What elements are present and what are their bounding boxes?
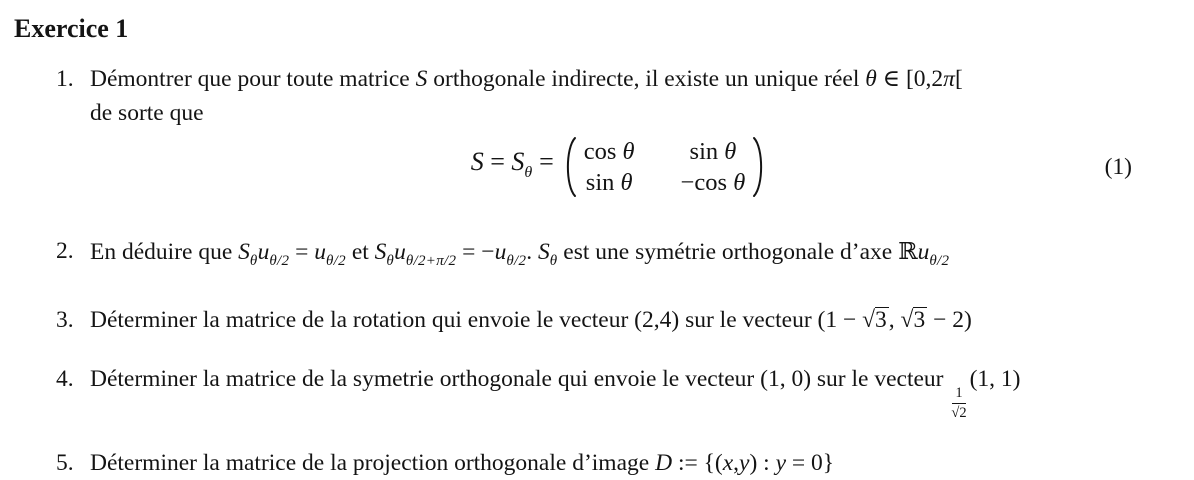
item-number: 2.	[56, 238, 74, 264]
item-text: Déterminer la matrice de la symetrie orthogonale qui envoie le vecteur (1, 0) sur le vecteur $\frac{1}{√2}$ (1, 1)	[90, 366, 1021, 421]
equation-number: (1)	[1104, 154, 1132, 180]
item-body	[90, 62, 1148, 209]
matrix-cell: sin θ	[585, 169, 633, 196]
item-text: Déterminer la matrice de la rotation qui envoie le vecteur (2,4) sur le vecteur (1 − √3, √3 − 2)	[90, 307, 972, 333]
matrix-left-paren-icon	[562, 136, 577, 198]
exercise-item-1	[14, 62, 1148, 209]
item-body	[90, 303, 1148, 337]
matrix-cell: sin θ	[689, 138, 737, 165]
item-text-continuation: de sorte que	[90, 100, 204, 126]
matrix-cell: −cos θ	[680, 169, 746, 196]
exercise-item-3	[14, 303, 1148, 337]
item-text: En déduire que $S_\theta u_{\theta/2} = u_{\theta/2}$ et $S_\theta u_{\theta/2+\pi/2} = -u_{\theta/2}$. $S_\theta$ est une symétrie orthogonale d’axe ℝu$_{\theta/2}$	[90, 237, 950, 269]
item-body	[90, 446, 1148, 480]
item-body	[90, 234, 1148, 278]
item-number: 3.	[56, 307, 74, 333]
equation-lhs: $S = S_\theta$ =	[470, 146, 554, 181]
exercise-item-2	[14, 234, 1148, 278]
item-number: 4.	[56, 366, 74, 392]
matrix	[584, 136, 746, 198]
item-text: Démontrer que pour toute matrice S orthogonale indirecte, il existe un unique réel θ ∈ [0,2π[	[90, 66, 963, 92]
matrix-cell: cos θ	[583, 138, 635, 165]
item-number: 5.	[56, 450, 74, 477]
exercise-item-5	[14, 446, 1148, 480]
exercise-title: Exercice 1	[14, 14, 129, 43]
item-text: Déterminer la matrice de la projection orthogonale d’image D := {(x,y) : y = 0}	[90, 450, 835, 477]
item-body	[90, 362, 1148, 421]
matrix-right-paren-icon	[752, 136, 767, 198]
exercise-list	[14, 62, 1148, 480]
displayed-equation	[90, 135, 1148, 199]
item-number: 1.	[56, 66, 74, 92]
exercise-item-4	[14, 362, 1148, 421]
